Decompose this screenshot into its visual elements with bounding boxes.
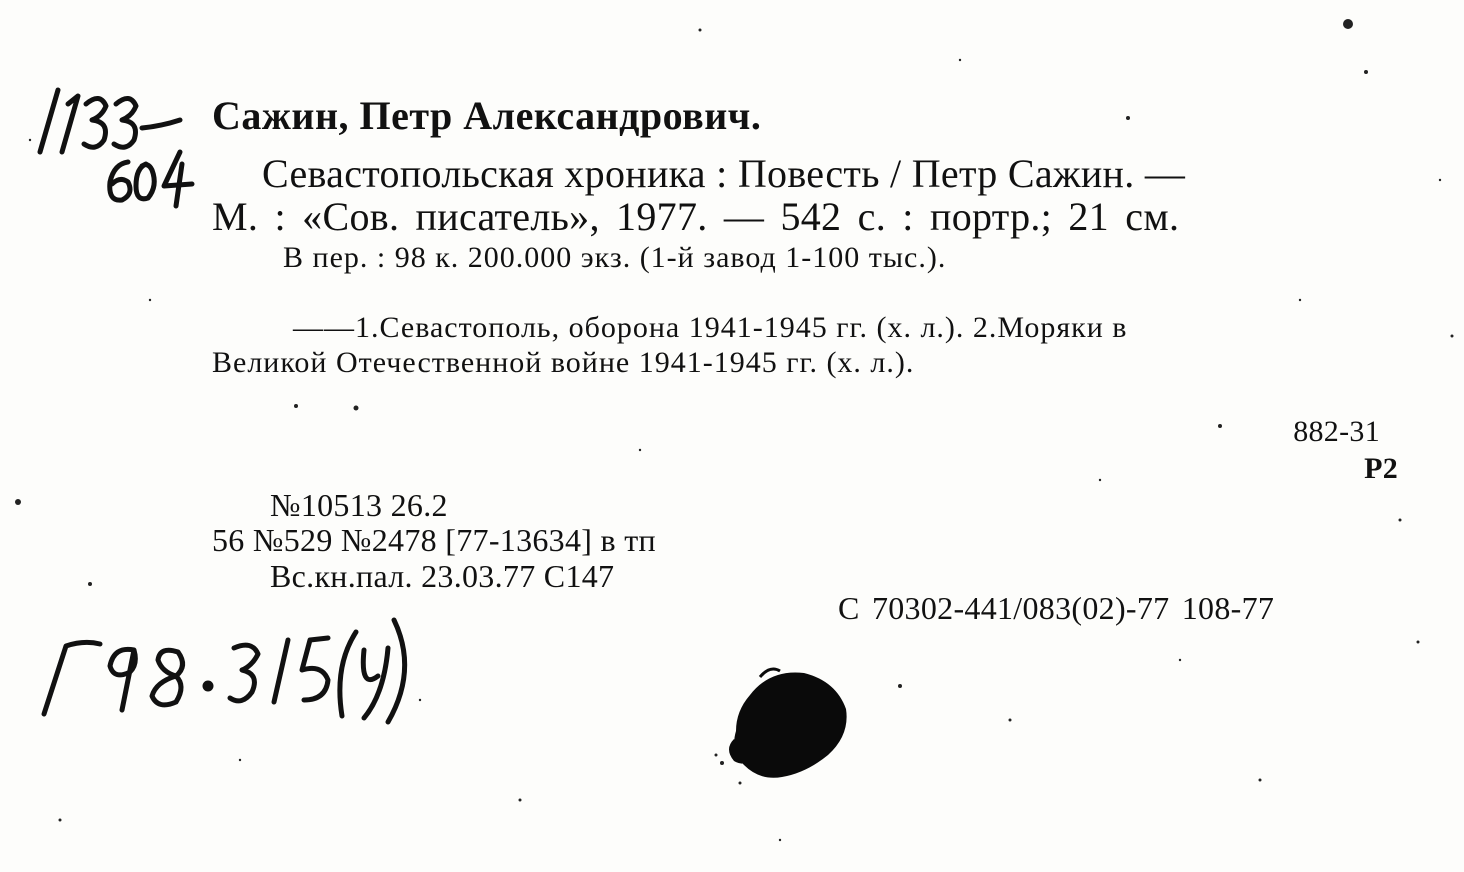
price-edition-line: В пер. : 98 к. 200.000 экз. (1-й завод 1-100 тыс.). [283,241,947,274]
handwritten-location [38,610,418,730]
imprint-line: М. : «Сов. писатель», 1977. — 542 с. : портр.; 21 см. [212,194,1180,239]
classification-code: Р2 [1364,452,1398,485]
registry-line-3: Вс.кн.пал. 23.03.77 С147 [270,558,615,594]
handwritten-shelfmark [30,82,210,212]
subject-headings-line-2: Великой Отечественной войне 1941-1945 гг. (х. л.). [212,346,915,379]
title-line: Севастопольская хроника : Повесть / Петр Сажин. — [262,151,1186,196]
author-heading: Сажин, Петр Александрович. [212,93,762,138]
publisher-code-line: С 70302-441/083(02)-77 108-77 [838,590,1275,626]
classification-index: 882-31 [1293,415,1380,448]
ink-blot [700,655,870,795]
subject-headings-line-1: ——1.Севастополь, оборона 1941-1945 гг. (х. л.). 2.Моряки в [293,311,1128,344]
registry-line-1: №10513 26.2 [270,487,448,523]
registry-line-2: 56 №529 №2478 [77-13634] в тп [212,522,656,558]
